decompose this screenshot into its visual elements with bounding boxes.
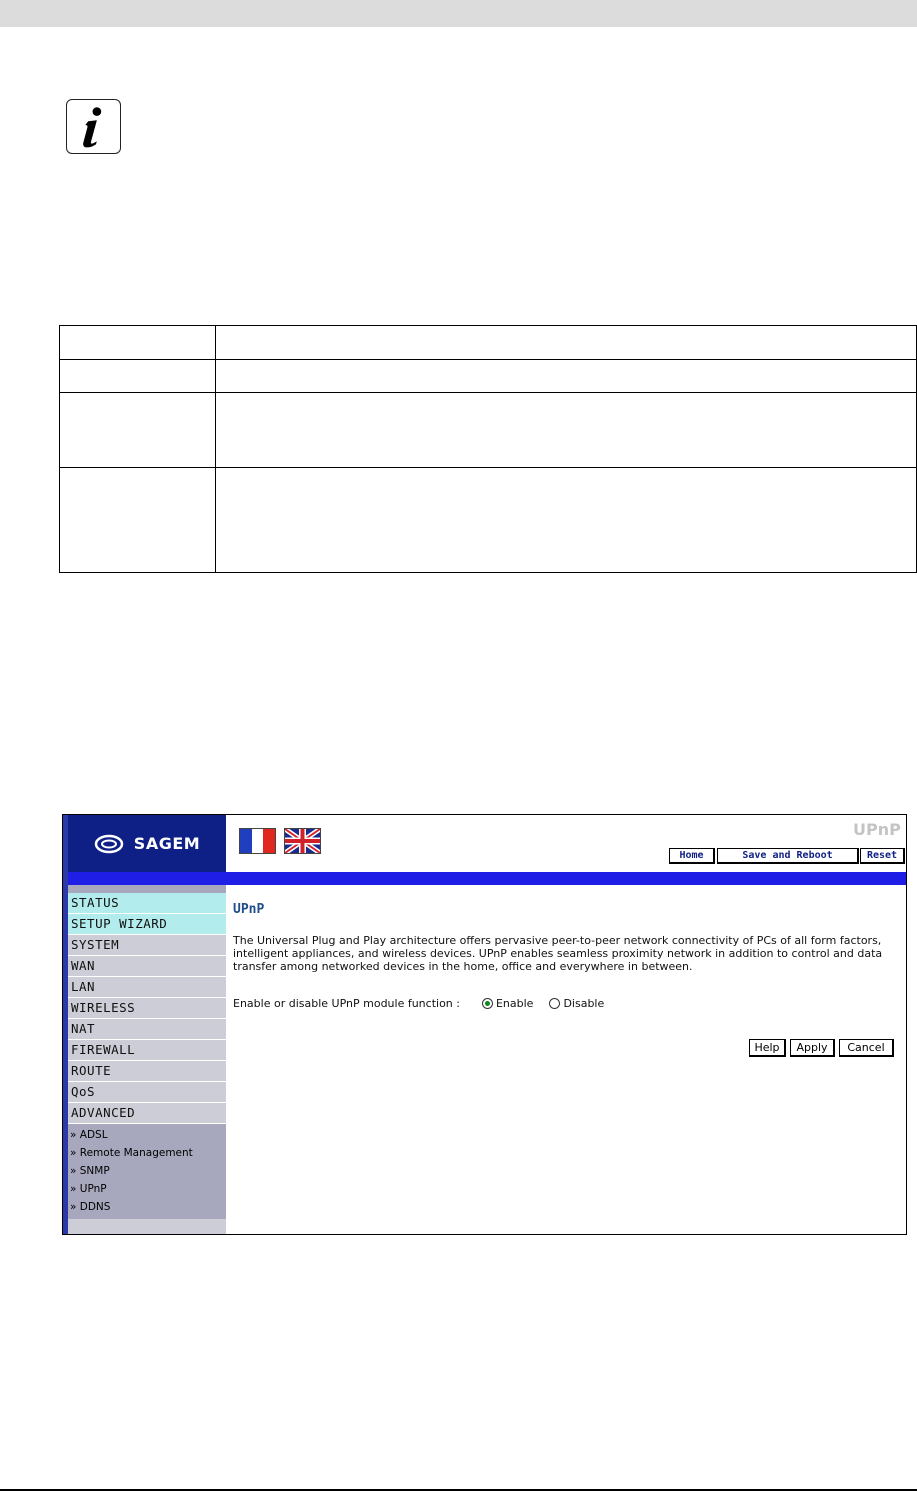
submenu-item-snmp[interactable]: » SNMP (70, 1165, 110, 1177)
submenu-item-adsl[interactable]: » ADSL (70, 1129, 108, 1141)
table-cell (60, 468, 216, 573)
page-tag: UPnP (853, 820, 901, 839)
header-strip (68, 872, 907, 885)
table-cell (60, 360, 216, 393)
submenu-item-remote-management[interactable]: » Remote Management (70, 1147, 193, 1159)
submenu-item-upnp[interactable]: » UPnP (70, 1183, 107, 1195)
sidebar-item-status[interactable]: STATUS (68, 893, 226, 914)
reset-button[interactable]: Reset (860, 848, 905, 864)
submenu-item-ddns[interactable]: » DDNS (70, 1201, 111, 1213)
uk-flag-icon[interactable] (284, 828, 321, 854)
upnp-toggle-row (233, 997, 604, 1010)
home-button[interactable]: Home (669, 848, 715, 864)
table-cell (216, 468, 917, 573)
table-cell (216, 360, 917, 393)
table-row (60, 360, 917, 393)
sidebar-item-advanced[interactable]: ADVANCED (68, 1103, 226, 1124)
upnp-option-label: Enable or disable UPnP module function : (233, 997, 460, 1010)
brand-name: SAGEM (133, 834, 201, 853)
table-row (60, 326, 917, 360)
sidebar-item-route[interactable]: ROUTE (68, 1061, 226, 1082)
page-header-band (0, 0, 917, 27)
advanced-submenu (68, 1124, 226, 1219)
apply-button[interactable]: Apply (790, 1039, 835, 1057)
table-cell (216, 393, 917, 468)
table-cell (60, 326, 216, 360)
french-flag-icon[interactable] (239, 828, 276, 854)
sidebar-menu (68, 893, 226, 1235)
enable-label: Enable (495, 997, 534, 1010)
sagem-logo (68, 815, 226, 872)
sidebar-item-qos[interactable]: QoS (68, 1082, 226, 1103)
table-row (60, 393, 917, 468)
sidebar-item-firewall[interactable]: FIREWALL (68, 1040, 226, 1061)
save-and-reboot-button[interactable]: Save and Reboot (717, 848, 859, 864)
router-ui-screenshot (62, 814, 907, 1235)
table-row (60, 468, 917, 573)
disable-label: Disable (563, 997, 605, 1010)
main-content (233, 902, 903, 1010)
cancel-button[interactable]: Cancel (839, 1039, 894, 1057)
table-cell (216, 326, 917, 360)
sidebar-item-setup-wizard[interactable]: SETUP WIZARD (68, 914, 226, 935)
disable-radio[interactable] (549, 998, 560, 1009)
sidebar-item-system[interactable]: SYSTEM (68, 935, 226, 956)
page-title: UPnP (233, 902, 265, 917)
table-cell (60, 393, 216, 468)
help-button[interactable]: Help (749, 1039, 786, 1057)
upnp-description: The Universal Plug and Play architecture offers pervasive peer-to-peer network connectivity of PCs of all form factors, intelligent appliances, and wireless devices. UPnP enables seamless proximity network in addition to control and data transfer among networked devices in the home, office and everywhere in between. (233, 934, 883, 973)
parameter-table (59, 325, 917, 573)
sidebar-item-wireless[interactable]: WIRELESS (68, 998, 226, 1019)
sidebar-item-lan[interactable]: LAN (68, 977, 226, 998)
menu-footer (68, 1219, 226, 1235)
sagem-logo-icon (94, 834, 124, 854)
info-icon (66, 99, 121, 154)
page-footer-rule (0, 1489, 917, 1491)
sidebar-item-wan[interactable]: WAN (68, 956, 226, 977)
menu-spacer (68, 885, 226, 893)
sidebar-item-nat[interactable]: NAT (68, 1019, 226, 1040)
enable-radio[interactable] (482, 998, 493, 1009)
